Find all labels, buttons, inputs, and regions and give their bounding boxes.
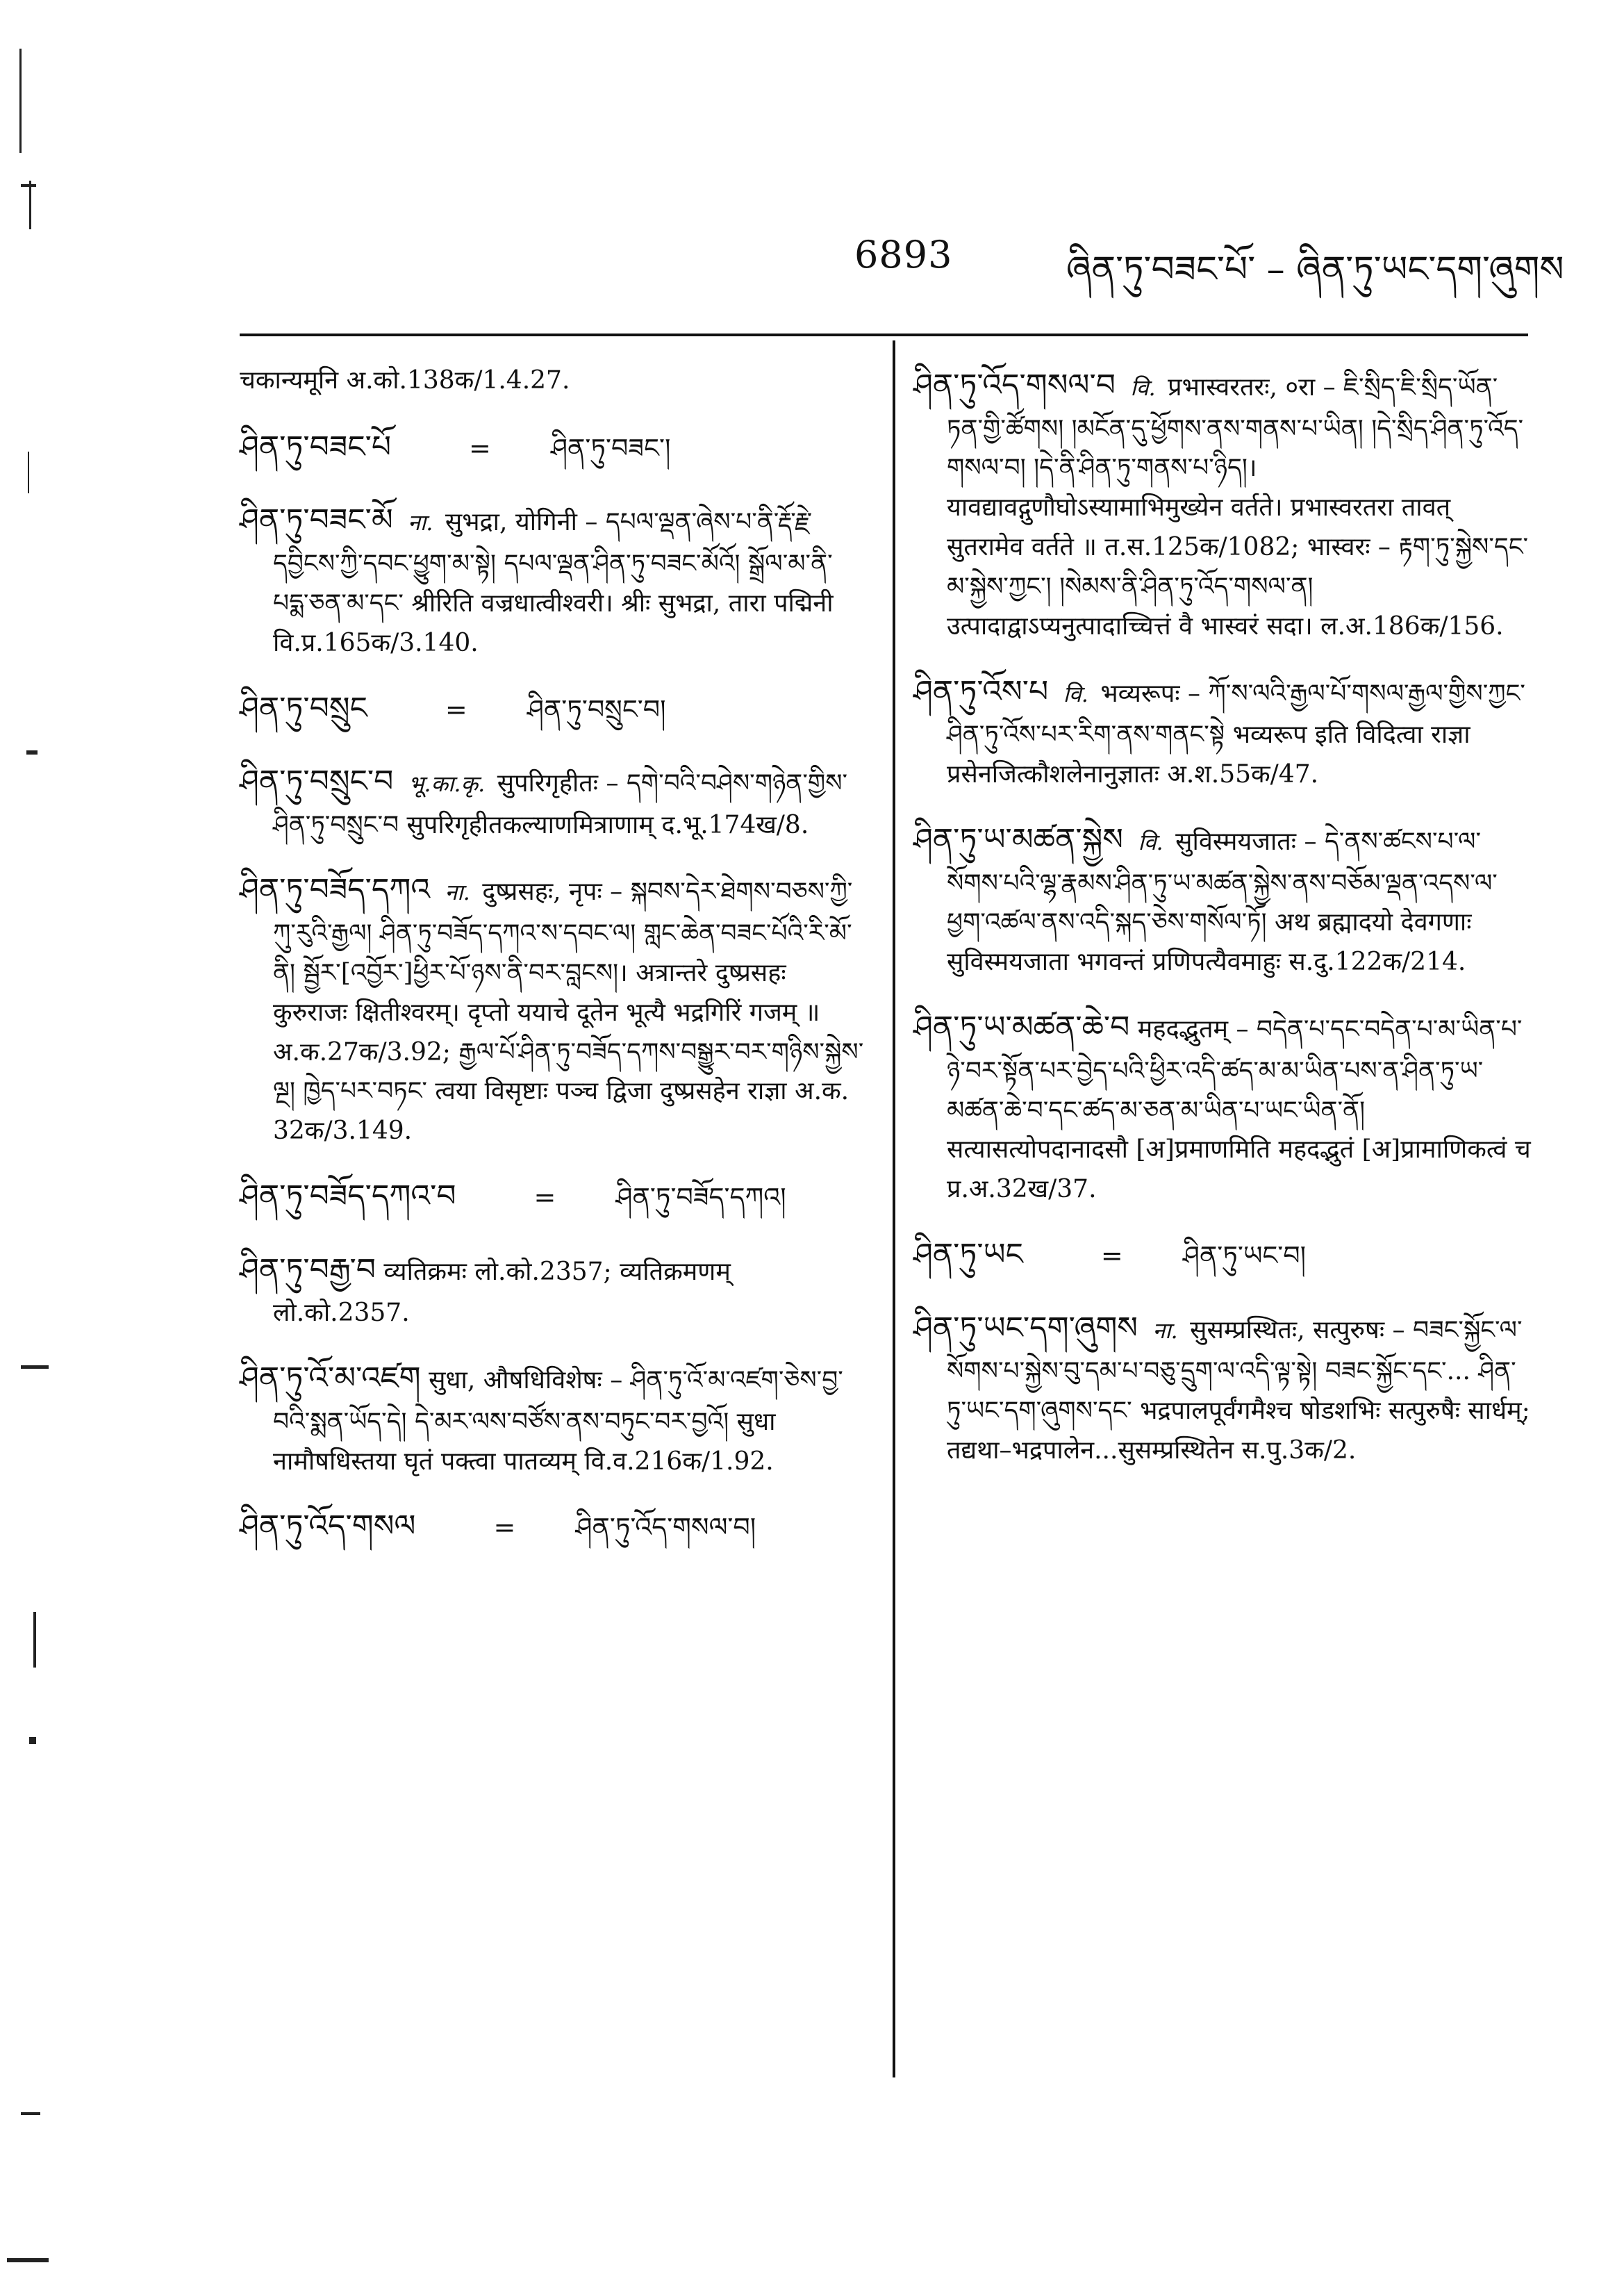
entry-headword: ཤིན་ཏུ་བརྒྱ་བ xyxy=(240,1251,376,1287)
running-head: ཞིན་ཏུ་བཟང་པོ་ – ཞིན་ཏུ་ཡང་དག་ཞུགས xyxy=(1066,249,1564,290)
scan-artifact xyxy=(7,2258,49,2262)
dictionary-entry xyxy=(240,496,865,663)
grammar-label: वि. xyxy=(1130,375,1156,401)
scan-artifact xyxy=(33,1612,36,1668)
xref-target: ཤིན་ཏུ་བཟོད་དཀའ། xyxy=(615,1182,786,1213)
entry-body: सुविस्मयजातः – དེ་ནས་ཚངས་པ་ལ་སོགས་པའི་ལྷ་རྣམས་ཤིན་ཏུ་ཡ་མཚན་སྐྱེས་ནས་བཅོམ་ལྡན་འདས་ལ་ཕྱག་འཚལ་ནས་འདི་སྐད་ཅེས་གསོལ་ཏོ། अथ ब्रह्मादयो देवगणाः सुविस्मयजाता भगवन्तं प्रणिपत्यैवमाहुः स.दु.122क/214. xyxy=(947,828,1498,977)
xref-target: ཤིན་ཏུ་བསྲུང་བ། xyxy=(527,693,666,725)
dictionary-entry xyxy=(913,1304,1532,1471)
grammar-label: वि. xyxy=(1138,829,1163,856)
entry-headword: ཤིན་ཏུ་ཡ་མཚན་ཆེ་བ xyxy=(913,1010,1130,1046)
entry-headword: ཤིན་ཏུ་ཡང་དག་ཞུགས xyxy=(913,1310,1138,1346)
entry-body: प्रभास्वरतरः, ०रा – ཇི་སྲིད་ཇི་སྲིད་ཡོན་ཏན་གྱི་ཚོགས། །མངོན་དུ་ཕྱོགས་ནས་གནས་པ་ཡིན། །དེ་སྲིད་ཤིན་ཏུ་འོད་གསལ་བ། །དེ་ནི་ཤིན་ཏུ་གནས་པ་ཉིད།। यावद्यावद्गुणौघोऽस्यामाभिमुख्येन वर्तते। प्रभास्वरतरा तावत् सुतरामेव वर्तते ॥ त.स.125क/1082; भास्वरः – རྟག་ཏུ་སྐྱེས་དང་མ་སྐྱེས་ཀྱང་། །སེམས་ནི་ཤིན་ཏུ་འོད་གསལ་ན། उत्पादाद्वाऽप्यनुत्पादाच्चित्तं वै भास्वरं सदा। ल.अ.186क/156. xyxy=(947,373,1529,641)
cross-reference: ཤིན་ཏུ་བཟང་པོ = ཤིན་ཏུ་བཟང་། xyxy=(240,429,671,465)
entry-body: भव्यरूपः – ཀོ་ས་ལའི་རྒྱལ་པོ་གསལ་རྒྱལ་གྱིས་ཀྱང་ཤིན་ཏུ་འོས་པར་རིག་ནས་གནང་སྟེ भव्यरूप इति विदित्वा राज्ञा प्रसेनजित्कौशलेनानुज्ञातः अ.श.55क/47. xyxy=(947,679,1525,789)
entry-headword: ཤིན་ཏུ་ཡ་མཚན་སྐྱེས xyxy=(913,822,1123,858)
dictionary-entry xyxy=(240,1246,865,1333)
scan-artifact xyxy=(28,452,29,493)
entry-headword: ཤིན་ཏུ་ཡང xyxy=(913,1237,1023,1273)
entry-body: दुष्प्रसहः, नृपः – སྐབས་དེར་ཐེགས་བཅས་ཀྱི་ཀུ་རུའི་རྒྱལ། ཤིན་ཏུ་བཟོད་དཀའ་ས་དབང་ལ། གླང་ཆེན་བཟང་པོའི་རི་མོ་ནི། སྦྱོར་[འབྱོར་]ཕྱིར་པོ་ཉས་ནི་བར་བླངས།। अत्रान्तरे दुष्प्रसहः कुरुराजः क्षितीश्वरम्। दृप्तो ययाचे दूतेन भूत्यै भद्रगिरिं गजम् ॥ अ.क.27क/3.92; རྒྱལ་པོ་ཤིན་ཏུ་བཟོད་དཀས་བསྒྱུར་བར་གཉིས་སྐྱེས་ལྔ། ཁྱེད་པར་བཏང་ त्वया विसृष्टाः पञ्च द्विजा दुष्प्रसहेन राज्ञा अ.क. 32क/3.149. xyxy=(273,878,864,1146)
xref-target: ཤིན་ཏུ་ཡང་བ། xyxy=(1182,1240,1307,1271)
scan-artifact xyxy=(21,2112,40,2115)
entry-headword: ཤིན་ཏུ་བཟོད་དཀའ་བ xyxy=(240,1178,456,1215)
header-rule xyxy=(240,334,1528,336)
entry-body: व्यतिक्रमः लो.को.2357; व्यतिक्रमणम् लो.को.2357. xyxy=(273,1257,731,1328)
grammar-label: ना. xyxy=(1152,1317,1178,1344)
xref-target: ཤིན་ཏུ་འོད་གསལ་བ། xyxy=(575,1512,756,1543)
scan-artifact xyxy=(29,181,31,229)
dictionary-entry xyxy=(913,816,1532,982)
grammar-label: ना. xyxy=(445,879,470,906)
entry-body: सुपरिगृहीतः – དགེ་བའི་བཤེས་གཉེན་གྱིས་ཤིན་ཏུ་བསྲུང་བ सुपरिगृहीतकल्याणमित्राणाम् द.भू.174ख/8. xyxy=(273,769,848,839)
dictionary-entry xyxy=(240,757,865,845)
entry-headword: ཤིན་ཏུ་བཟང་མོ xyxy=(240,502,393,538)
dictionary-entry xyxy=(240,866,865,1151)
scan-artifact xyxy=(19,49,22,153)
dictionary-entry xyxy=(913,1003,1532,1210)
entry-headword: ཤིན་ཏུ་འོ་མ་འཛག xyxy=(240,1360,421,1397)
entry-headword: ཤིན་ཏུ་བཟང་པོ xyxy=(240,429,392,465)
entry-body: सुभद्रा, योगिनी – དཔལ་ལྡན་ཞེས་པ་ནི་རྡོ་རྗེ་དབྱིངས་ཀྱི་དབང་ཕྱུག་མ་སྟེ། དཔལ་ལྡན་ཤིན་ཏུ་བཟང་མོའོ། སྒྲོལ་མ་ནི་པདྨ་ཅན་མ་དང་ श्रीरिति वज्रधात्वीश्वरी। श्रीः सुभद्रा, तारा पद्मिनी वि.प्र.165क/3.140. xyxy=(273,508,834,657)
dictionary-entry xyxy=(913,668,1532,795)
entry-headword: ཤིན་ཏུ་འོས་པ xyxy=(913,673,1049,709)
dictionary-entry xyxy=(913,361,1532,647)
dictionary-entry xyxy=(240,1354,865,1481)
entry-body: सुधा, औषधिविशेषः – ཤིན་ཏུ་འོ་མ་འཛག་ཅེས་བྱ་བའི་སྨན་ཡོད་དེ། དེ་མར་ལས་བཙོས་ནས་བཏུང་བར་བྱའོ། सुधा नामौषधिस्तया घृतं पक्त्वा पातव्यम् वि.व.216क/1.92. xyxy=(273,1366,843,1476)
dictionary-entry xyxy=(240,361,865,401)
scan-artifact xyxy=(29,1737,36,1744)
entry-headword: ཤིན་ཏུ་འོད་གསལ་བ xyxy=(913,368,1116,403)
entry-headword: ཤིན་ཏུ་འོད་གསལ xyxy=(240,1508,416,1545)
grammar-label: भू.का.कृ. xyxy=(408,771,486,798)
entry-body: महदद्भुतम् – བདེན་པ་དང་བདེན་པ་མ་ཡིན་པ་ཉེ་བར་སྟོན་པར་བྱེད་པའི་ཕྱིར་འདི་ཚད་མ་མ་ཡིན་པས་ན་ཤིན་ཏུ་ཡ་མཚན་ཆེ་བ་དང་ཚད་མ་ཅན་མ་ཡིན་པ་ཡང་ཡིན་ནོ། सत्यासत्योपदानादसौ [अ]प्रमाणमिति महदद्भुतं [अ]प्रामाणिकत्वं च प्र.अ.32ख/37. xyxy=(947,1015,1531,1204)
scan-artifact xyxy=(21,184,36,187)
entry-headword: ཤིན་ཏུ་བསྲུང་བ xyxy=(240,764,394,800)
scan-artifact xyxy=(26,750,38,755)
column-divider xyxy=(893,340,895,2077)
grammar-label: ना. xyxy=(408,509,433,536)
cross-reference: ཤིན་ཏུ་ཡང = ཤིན་ཏུ་ཡང་བ། xyxy=(913,1237,1307,1273)
entry-headword: ཤིན་ཏུ་བསྲུང xyxy=(240,690,367,726)
entry-body: सुसम्प्रस्थितः, सत्पुरुषः – བཟང་སྐྱོང་ལ་སོགས་པ་སྐྱེས་བུ་དམ་པ་བཅུ་དྲུག་ལ་འདི་ལྟ་སྟེ། བཟང་སྐྱོང་དང་... ཤིན་ཏུ་ཡང་དག་ཞུགས་དང་ भद्रपालपूर्वंगमैश्च षोडशभिः सत्पुरुषैः सार्धम्; तद्यथा–भद्रपालेन...सुसम्प्रस्थितेन स.पु.3क/2. xyxy=(947,1315,1530,1465)
right-column xyxy=(913,361,1532,1492)
entry-headword: ཤིན་ཏུ་བཟོད་དཀའ xyxy=(240,872,431,908)
page-number: 6893 xyxy=(854,233,953,277)
entry-body: चकान्यमूनि अ.को.138क/1.4.27. xyxy=(240,366,570,395)
scan-artifact xyxy=(21,1365,49,1369)
cross-reference: ཤིན་ཏུ་འོད་གསལ = ཤིན་ཏུ་འོད་གསལ་བ། xyxy=(240,1508,756,1545)
grammar-label: वि. xyxy=(1063,680,1088,707)
left-column xyxy=(240,361,865,1576)
xref-target: ཤིན་ཏུ་བཟང་། xyxy=(551,432,671,463)
cross-reference: ཤིན་ཏུ་བསྲུང = ཤིན་ཏུ་བསྲུང་བ། xyxy=(240,690,666,726)
cross-reference: ཤིན་ཏུ་བཟོད་དཀའ་བ = ཤིན་ཏུ་བཟོད་དཀའ། xyxy=(240,1178,786,1215)
